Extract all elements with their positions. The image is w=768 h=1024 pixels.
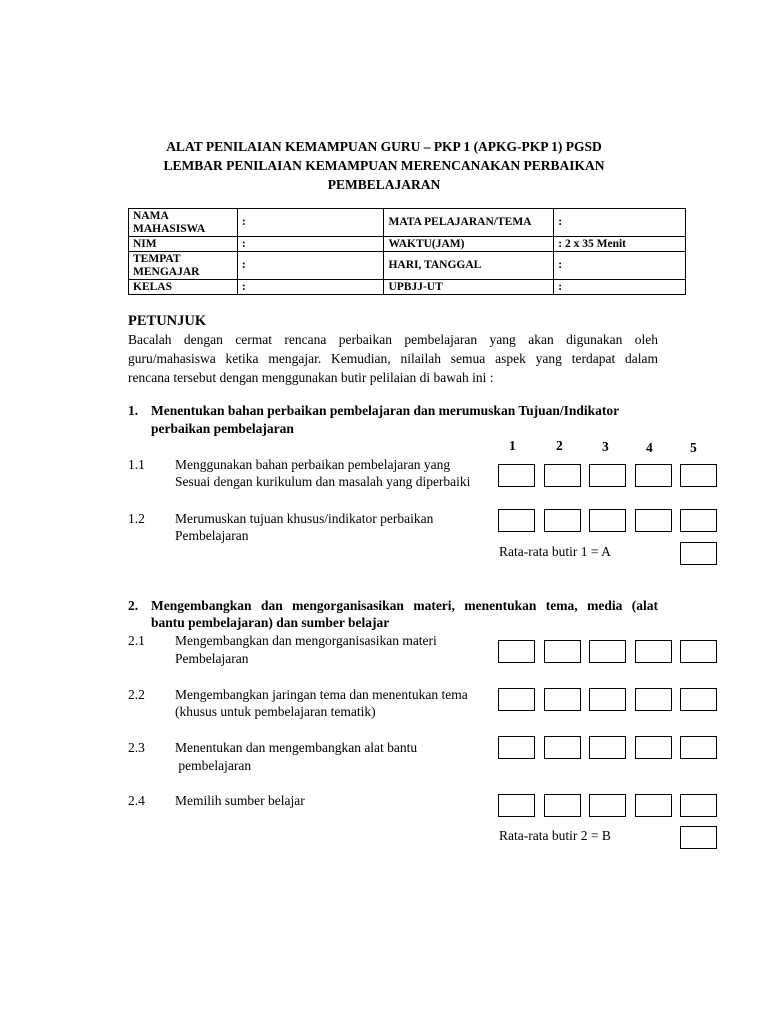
table-row xyxy=(129,252,686,280)
score-column-4: 4 xyxy=(646,440,653,455)
item-text-line-1: Mengembangkan dan mengorganisasikan materi xyxy=(175,633,437,648)
item-text-line-1: Merumuskan tujuan khusus/indikator perbaikan xyxy=(175,511,434,526)
section-1-number: 1. xyxy=(128,403,139,418)
score-box-2-1-3[interactable] xyxy=(589,640,626,663)
field-nim[interactable]: : xyxy=(237,237,384,252)
form-title-line-1: ALAT PENILAIAN KEMAMPUAN GURU – PKP 1 (APKG-PKP 1) PGSD xyxy=(166,139,602,154)
score-box-1-1-1[interactable] xyxy=(498,464,535,487)
score-box-2-2-5[interactable] xyxy=(680,688,717,711)
score-box-1-2-4[interactable] xyxy=(635,509,672,532)
section-1-title-line-2: perbaikan pembelajaran xyxy=(151,421,294,436)
score-box-1-2-5[interactable] xyxy=(680,509,717,532)
score-box-2-3-2[interactable] xyxy=(544,736,581,759)
score-box-1-2-2[interactable] xyxy=(544,509,581,532)
table-row xyxy=(129,209,686,237)
item-text-line-1: Mengembangkan jaringan tema dan menentukan tema xyxy=(175,687,468,702)
score-box-2-4-2[interactable] xyxy=(544,794,581,817)
field-kelas[interactable]: : xyxy=(237,280,384,295)
score-box-2-2-1[interactable] xyxy=(498,688,535,711)
score-column-5: 5 xyxy=(690,440,697,455)
item-number: 2.3 xyxy=(128,740,145,755)
item-number: 2.1 xyxy=(128,633,145,648)
petunjuk-heading: PETUNJUK xyxy=(128,313,207,329)
score-column-3: 3 xyxy=(602,439,609,454)
item-text-line-1: Memilih sumber belajar xyxy=(175,793,305,808)
average-box-a[interactable] xyxy=(680,542,717,565)
item-number: 1.1 xyxy=(128,457,145,472)
table-row xyxy=(129,237,686,252)
label-kelas: KELAS xyxy=(129,280,238,295)
label-nama-mahasiswa: NAMA MAHASISWA xyxy=(129,209,238,237)
score-box-1-2-3[interactable] xyxy=(589,509,626,532)
label-nim: NIM xyxy=(129,237,238,252)
score-box-2-3-1[interactable] xyxy=(498,736,535,759)
field-waktu[interactable]: : 2 x 35 Menit xyxy=(554,237,686,252)
score-box-1-1-5[interactable] xyxy=(680,464,717,487)
score-box-2-4-4[interactable] xyxy=(635,794,672,817)
label-mata-pelajaran: MATA PELAJARAN/TEMA xyxy=(384,209,554,237)
item-number: 2.4 xyxy=(128,793,145,808)
label-waktu: WAKTU(JAM) xyxy=(384,237,554,252)
field-mata-pelajaran[interactable]: : xyxy=(554,209,686,237)
score-box-2-3-3[interactable] xyxy=(589,736,626,759)
score-box-1-1-4[interactable] xyxy=(635,464,672,487)
form-title-line-2: LEMBAR PENILAIAN KEMAMPUAN MERENCANAKAN PERBAIKAN xyxy=(163,158,605,173)
label-tempat-mengajar: TEMPAT MENGAJAR xyxy=(129,252,238,280)
score-column-2: 2 xyxy=(556,438,563,453)
score-box-2-1-5[interactable] xyxy=(680,640,717,663)
field-upbjj[interactable]: : xyxy=(554,280,686,295)
item-text-line-1: Menentukan dan mengembangkan alat bantu xyxy=(175,740,418,755)
score-box-2-2-2[interactable] xyxy=(544,688,581,711)
score-box-2-4-5[interactable] xyxy=(680,794,717,817)
section-2-title-line-1: Mengembangkan dan mengorganisasikan materi, menentukan tema, media (alat xyxy=(151,598,658,613)
label-hari-tanggal: HARI, TANGGAL xyxy=(384,252,554,280)
item-text-line-1: Menggunakan bahan perbaikan pembelajaran yang xyxy=(175,457,451,472)
item-text-line-2: Sesuai dengan kurikulum dan masalah yang diperbaiki xyxy=(175,474,471,489)
score-column-1: 1 xyxy=(509,438,516,453)
score-box-2-3-4[interactable] xyxy=(635,736,672,759)
table-row xyxy=(129,280,686,295)
section-2-number: 2. xyxy=(128,598,139,613)
identity-table xyxy=(128,208,686,295)
item-text-line-2: Pembelajaran xyxy=(175,651,249,666)
label-upbjj: UPBJJ-UT xyxy=(384,280,554,295)
average-box-b[interactable] xyxy=(680,826,717,849)
score-box-2-2-4[interactable] xyxy=(635,688,672,711)
score-box-2-1-4[interactable] xyxy=(635,640,672,663)
score-box-2-3-5[interactable] xyxy=(680,736,717,759)
score-box-1-1-3[interactable] xyxy=(589,464,626,487)
average-label-a: Rata-rata butir 1 = A xyxy=(499,544,611,559)
score-box-2-1-1[interactable] xyxy=(498,640,535,663)
field-nama-mahasiswa[interactable]: : xyxy=(237,209,384,237)
average-label-b: Rata-rata butir 2 = B xyxy=(499,828,611,843)
score-box-2-4-1[interactable] xyxy=(498,794,535,817)
section-1-title-line-1: Menentukan bahan perbaikan pembelajaran dan merumuskan Tujuan/Indikator xyxy=(151,403,620,418)
score-box-1-2-1[interactable] xyxy=(498,509,535,532)
field-hari-tanggal[interactable]: : xyxy=(554,252,686,280)
score-box-2-4-3[interactable] xyxy=(589,794,626,817)
item-number: 2.2 xyxy=(128,687,145,702)
field-tempat-mengajar[interactable]: : xyxy=(237,252,384,280)
item-text-line-2: Pembelajaran xyxy=(175,528,249,543)
petunjuk-line-3: rencana tersebut dengan menggunakan butir pelilaian di bawah ini : xyxy=(128,370,494,385)
score-box-1-1-2[interactable] xyxy=(544,464,581,487)
section-2-title-line-2: bantu pembelajaran) dan sumber belajar xyxy=(151,615,390,630)
item-text-line-2: pembelajaran xyxy=(175,758,252,773)
item-text-line-2: (khusus untuk pembelajaran tematik) xyxy=(175,704,376,719)
score-box-2-2-3[interactable] xyxy=(589,688,626,711)
item-number: 1.2 xyxy=(128,511,145,526)
petunjuk-line-1: Bacalah dengan cermat rencana perbaikan pembelajaran yang akan digunakan oleh xyxy=(128,332,658,347)
form-title-line-3: PEMBELAJARAN xyxy=(327,177,441,192)
score-box-2-1-2[interactable] xyxy=(544,640,581,663)
petunjuk-line-2: guru/mahasiswa ketika mengajar. Kemudian, nilailah semua aspek yang terdapat dalam xyxy=(128,351,658,366)
